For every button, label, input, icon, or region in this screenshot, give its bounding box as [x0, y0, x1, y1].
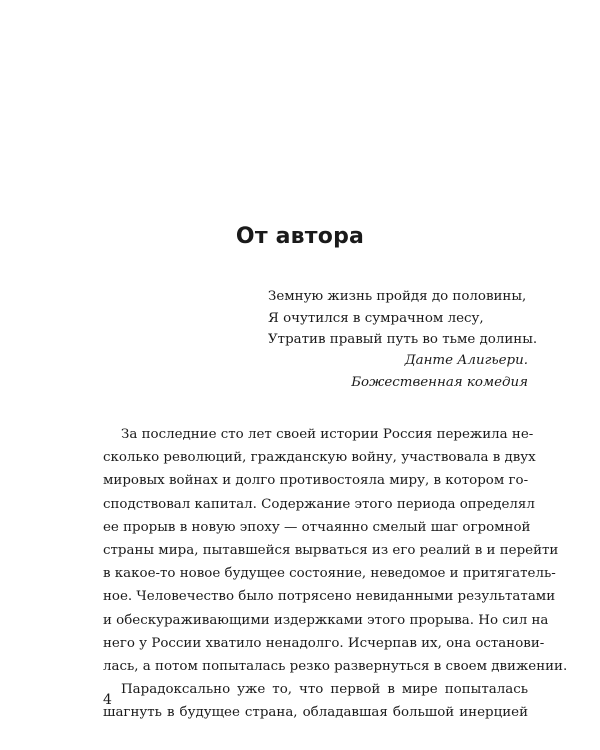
text-line: него у России хватило ненадолго. Исчерпав их, она останови-: [103, 635, 545, 651]
text-line: ное. Человечество было потрясено невиданными результатами: [103, 589, 556, 605]
epigraph-author: Данте Алигьери.: [404, 353, 528, 368]
text-line: страны мира, пытавшейся вырваться из его реалий в и перейти: [103, 543, 559, 559]
text-line: и обескураживающими издержками этого прорыва. Но сил на: [103, 612, 549, 628]
epigraph-line: Земную жизнь пройдя до половины,: [268, 289, 527, 304]
text-line: Парадоксально уже то, что первой в мире попыталась: [121, 682, 528, 698]
page-number: 4: [103, 692, 112, 708]
epigraph-line: Я очутился в сумрачном лесу,: [268, 310, 484, 326]
text-line: сколько революций, гражданскую войну, участвовала в двух: [103, 450, 536, 466]
epigraph: [268, 286, 538, 351]
text-line: ее прорыв в новую эпоху — отчаянно смелый шаг огромной: [103, 519, 531, 535]
body-text: [103, 423, 568, 725]
epigraph-attribution: [351, 350, 528, 393]
text-line: шагнуть в будущее страна, обладавшая большой инерцией: [103, 705, 528, 721]
text-line: мировых войнах и долго противостояла миру, в котором го-: [103, 473, 529, 489]
text-line: За последние сто лет своей истории Россия пережила не-: [121, 427, 534, 442]
chapter-heading: От автора: [235, 224, 365, 249]
text-line: сподствовал капитал. Содержание этого периода определял: [103, 496, 535, 512]
text-line: лась, а потом попыталась резко развернуться в своем движении.: [103, 659, 568, 675]
epigraph-line: Утратив правый путь во тьме долины.: [268, 332, 538, 347]
text-line: в какое-то новое будущее состояние, неведомое и притягатель-: [103, 566, 556, 582]
epigraph-work: Божественная комедия: [351, 374, 528, 390]
